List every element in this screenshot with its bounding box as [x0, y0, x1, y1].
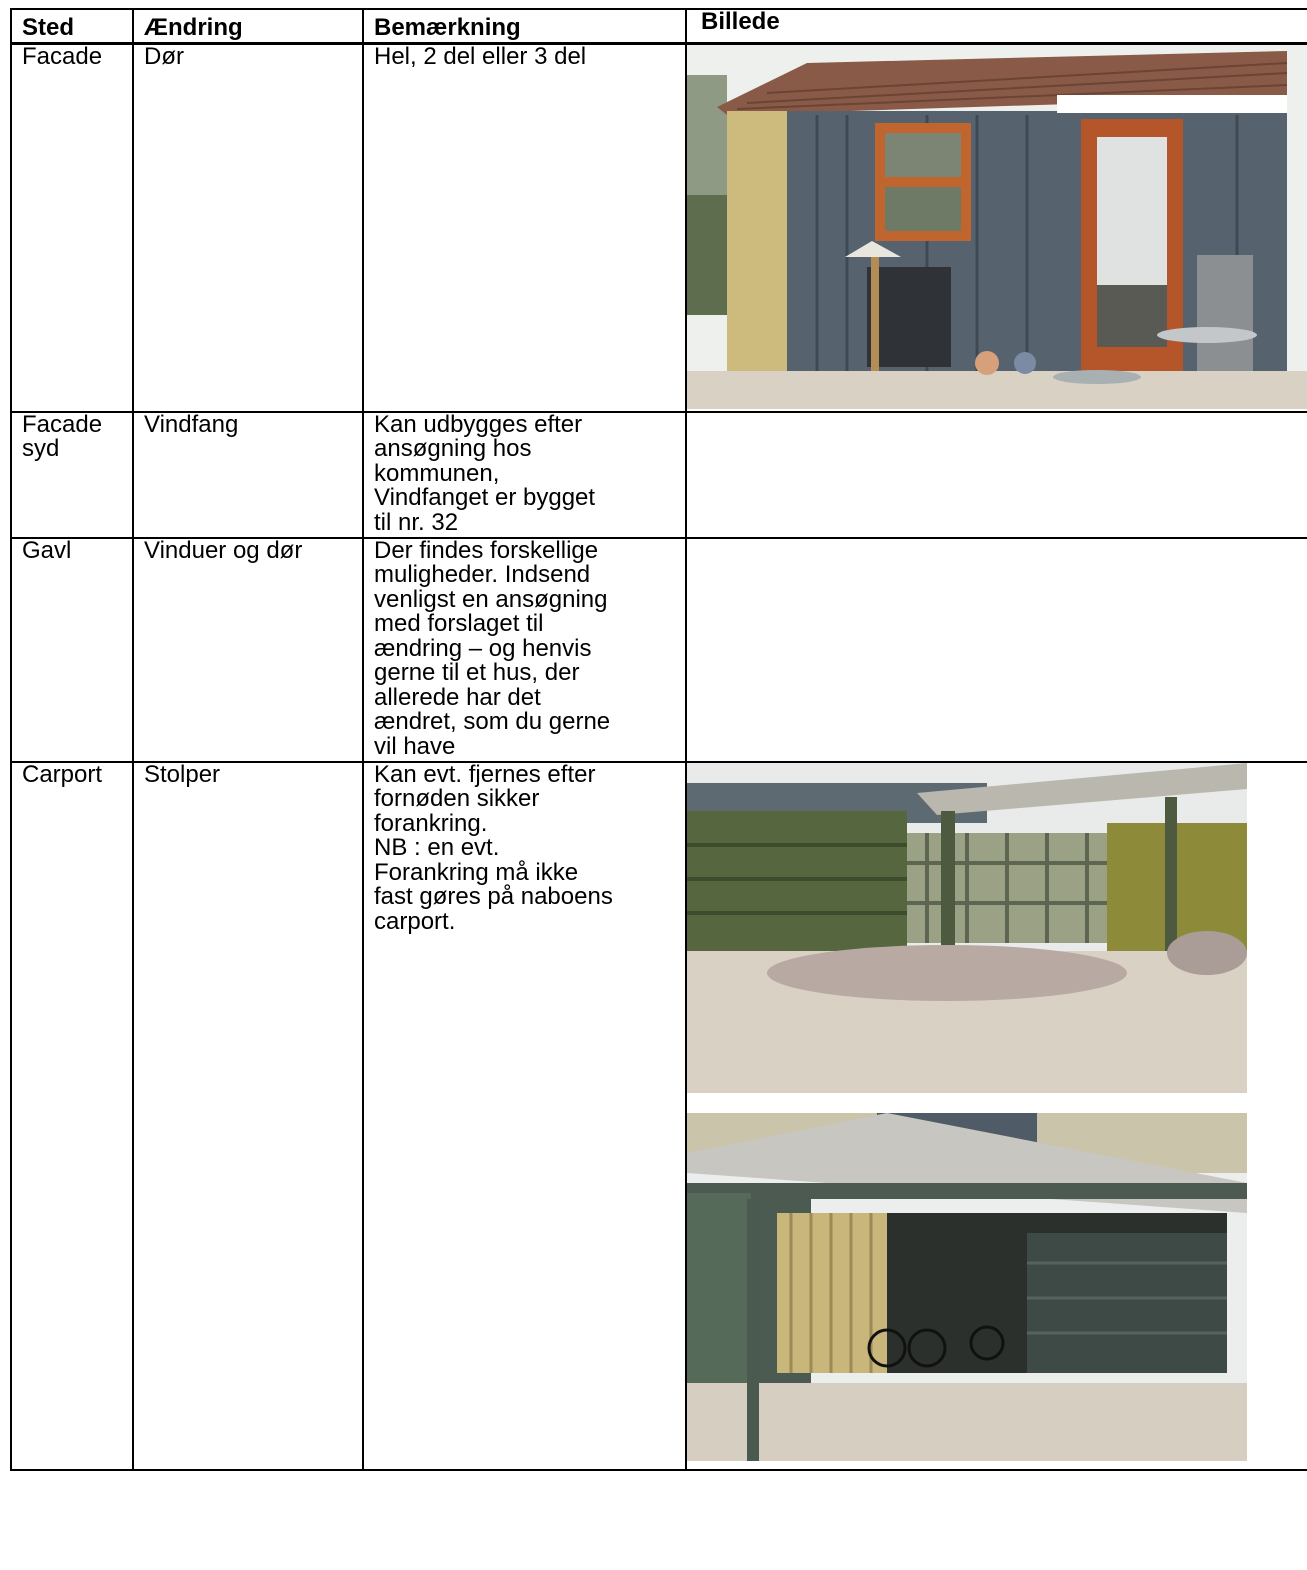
table-row: [11, 412, 1307, 538]
cell-billede: [686, 44, 1307, 412]
cell-billede: [686, 538, 1307, 762]
cell-billede: [686, 762, 1307, 1470]
cell-bemaerkning: Der findes forskellige muligheder. Indsend venligst en ansøgning med forslaget til ændring – og henvis gerne til et hus, der allerede har det ændret, som du gerne vil have: [363, 538, 686, 762]
cell-aendring: Dør: [133, 44, 363, 412]
cell-aendring: Stolper: [133, 762, 363, 1470]
carport-photos: [687, 763, 1247, 1461]
cell-sted: Gavl: [11, 538, 133, 762]
header-sted: Sted: [11, 9, 133, 44]
cell-aendring: Vinduer og dør: [133, 538, 363, 762]
header-billede: Billede: [686, 9, 1307, 44]
cell-billede: [686, 412, 1307, 538]
carport-overview-photo: [687, 1113, 1247, 1461]
cell-sted: Carport: [11, 762, 133, 1470]
table-row: [11, 44, 1307, 412]
carport-posts-photo: [687, 763, 1247, 1093]
table-row: [11, 538, 1307, 762]
header-bemaerkning: Bemærkning: [363, 9, 686, 44]
modification-table: [10, 8, 1307, 1471]
cell-bemaerkning: Kan udbygges efter ansøgning hos kommunen, Vindfanget er bygget til nr. 32: [363, 412, 686, 538]
cell-bemaerkning: Kan evt. fjernes efter fornøden sikker forankring. NB : en evt. Forankring må ikke fast gøres på naboens carport.: [363, 762, 686, 1470]
cell-sted: Facade: [11, 44, 133, 412]
cell-aendring: Vindfang: [133, 412, 363, 538]
table-row: [11, 762, 1307, 1470]
house-facade-door-photo: [687, 45, 1307, 409]
header-aendring: Ændring: [133, 9, 363, 44]
header-row: [11, 9, 1307, 44]
cell-bemaerkning: Hel, 2 del eller 3 del: [363, 44, 686, 412]
cell-sted: Facade syd: [11, 412, 133, 538]
